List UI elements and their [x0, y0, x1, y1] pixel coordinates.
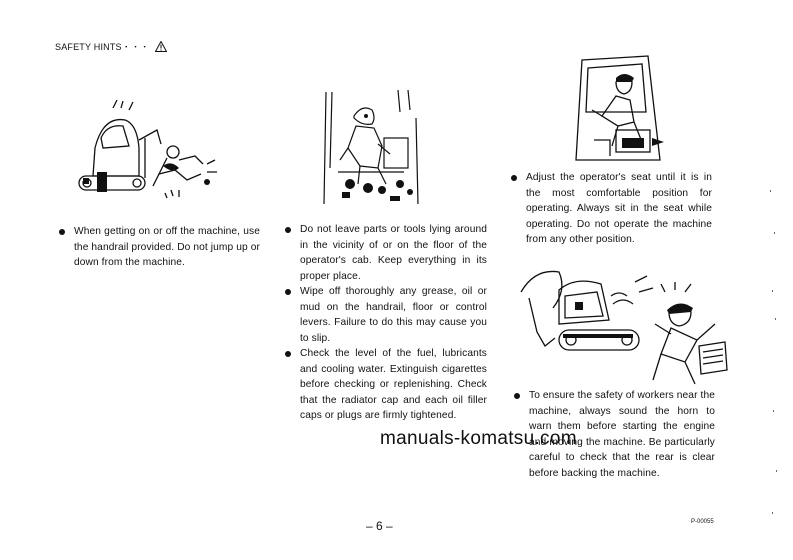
scan-speck	[775, 318, 776, 320]
scan-speck	[773, 410, 774, 412]
scan-speck	[770, 190, 771, 192]
bullet-text: To ensure the safety of workers near the machine, always sound the horn to warn them before starting the engine and moving the machine. Be particularly careful to check that the rear is clear before backing the machine.	[529, 390, 715, 479]
bullet-item	[300, 222, 487, 284]
bullet-item	[300, 284, 487, 346]
bullet-icon	[285, 227, 291, 233]
scan-speck	[776, 470, 777, 472]
bullet-icon	[285, 351, 291, 357]
section-header	[55, 40, 167, 53]
warning-triangle-icon	[155, 41, 167, 52]
bullet-icon	[285, 289, 291, 295]
bullet-item	[74, 224, 260, 271]
bullet-text: When getting on or off the machine, use the handrail provided. Do not jump up or down from the machine.	[74, 226, 260, 269]
watermark-text: manuals-komatsu.com	[380, 428, 577, 449]
bullet-item	[300, 346, 487, 424]
fall-from-machine-illustration	[75, 98, 225, 208]
operator-seat-illustration	[572, 52, 670, 164]
bullet-text: Wipe off thoroughly any grease, oil or mud on the handrail, floor or control levers. Failure to do this may cause you to slip.	[300, 286, 487, 344]
cab-cleaning-illustration	[320, 88, 422, 206]
bullet-text: Adjust the operator's seat until it is in the most comfortable position for operating. Always sit in the seat while operating. Do not operate the machine from any other position.	[526, 172, 712, 246]
bullet-icon	[59, 229, 65, 235]
horn-warning-illustration	[515, 262, 730, 390]
section-title: SAFETY HINTS・・・	[55, 42, 150, 52]
bullet-text: Do not leave parts or tools lying around in the vicinity of or on the floor of the operator's cab. Keep everything in its proper place.	[300, 224, 487, 282]
bullet-item	[526, 170, 712, 248]
bullet-icon	[511, 175, 517, 181]
scan-speck	[772, 290, 773, 292]
scan-speck	[774, 232, 775, 234]
scan-speck	[772, 512, 773, 514]
page-number: – 6 –	[366, 519, 393, 533]
bullet-icon	[514, 393, 520, 399]
figure-code: P-00055	[691, 519, 714, 525]
bullet-text: Check the level of the fuel, lubricants and cooling water. Extinguish cigarettes before checking or replenishing. Check that the radiator cap and each oil filler caps or plugs are firmly tightened.	[300, 348, 487, 422]
